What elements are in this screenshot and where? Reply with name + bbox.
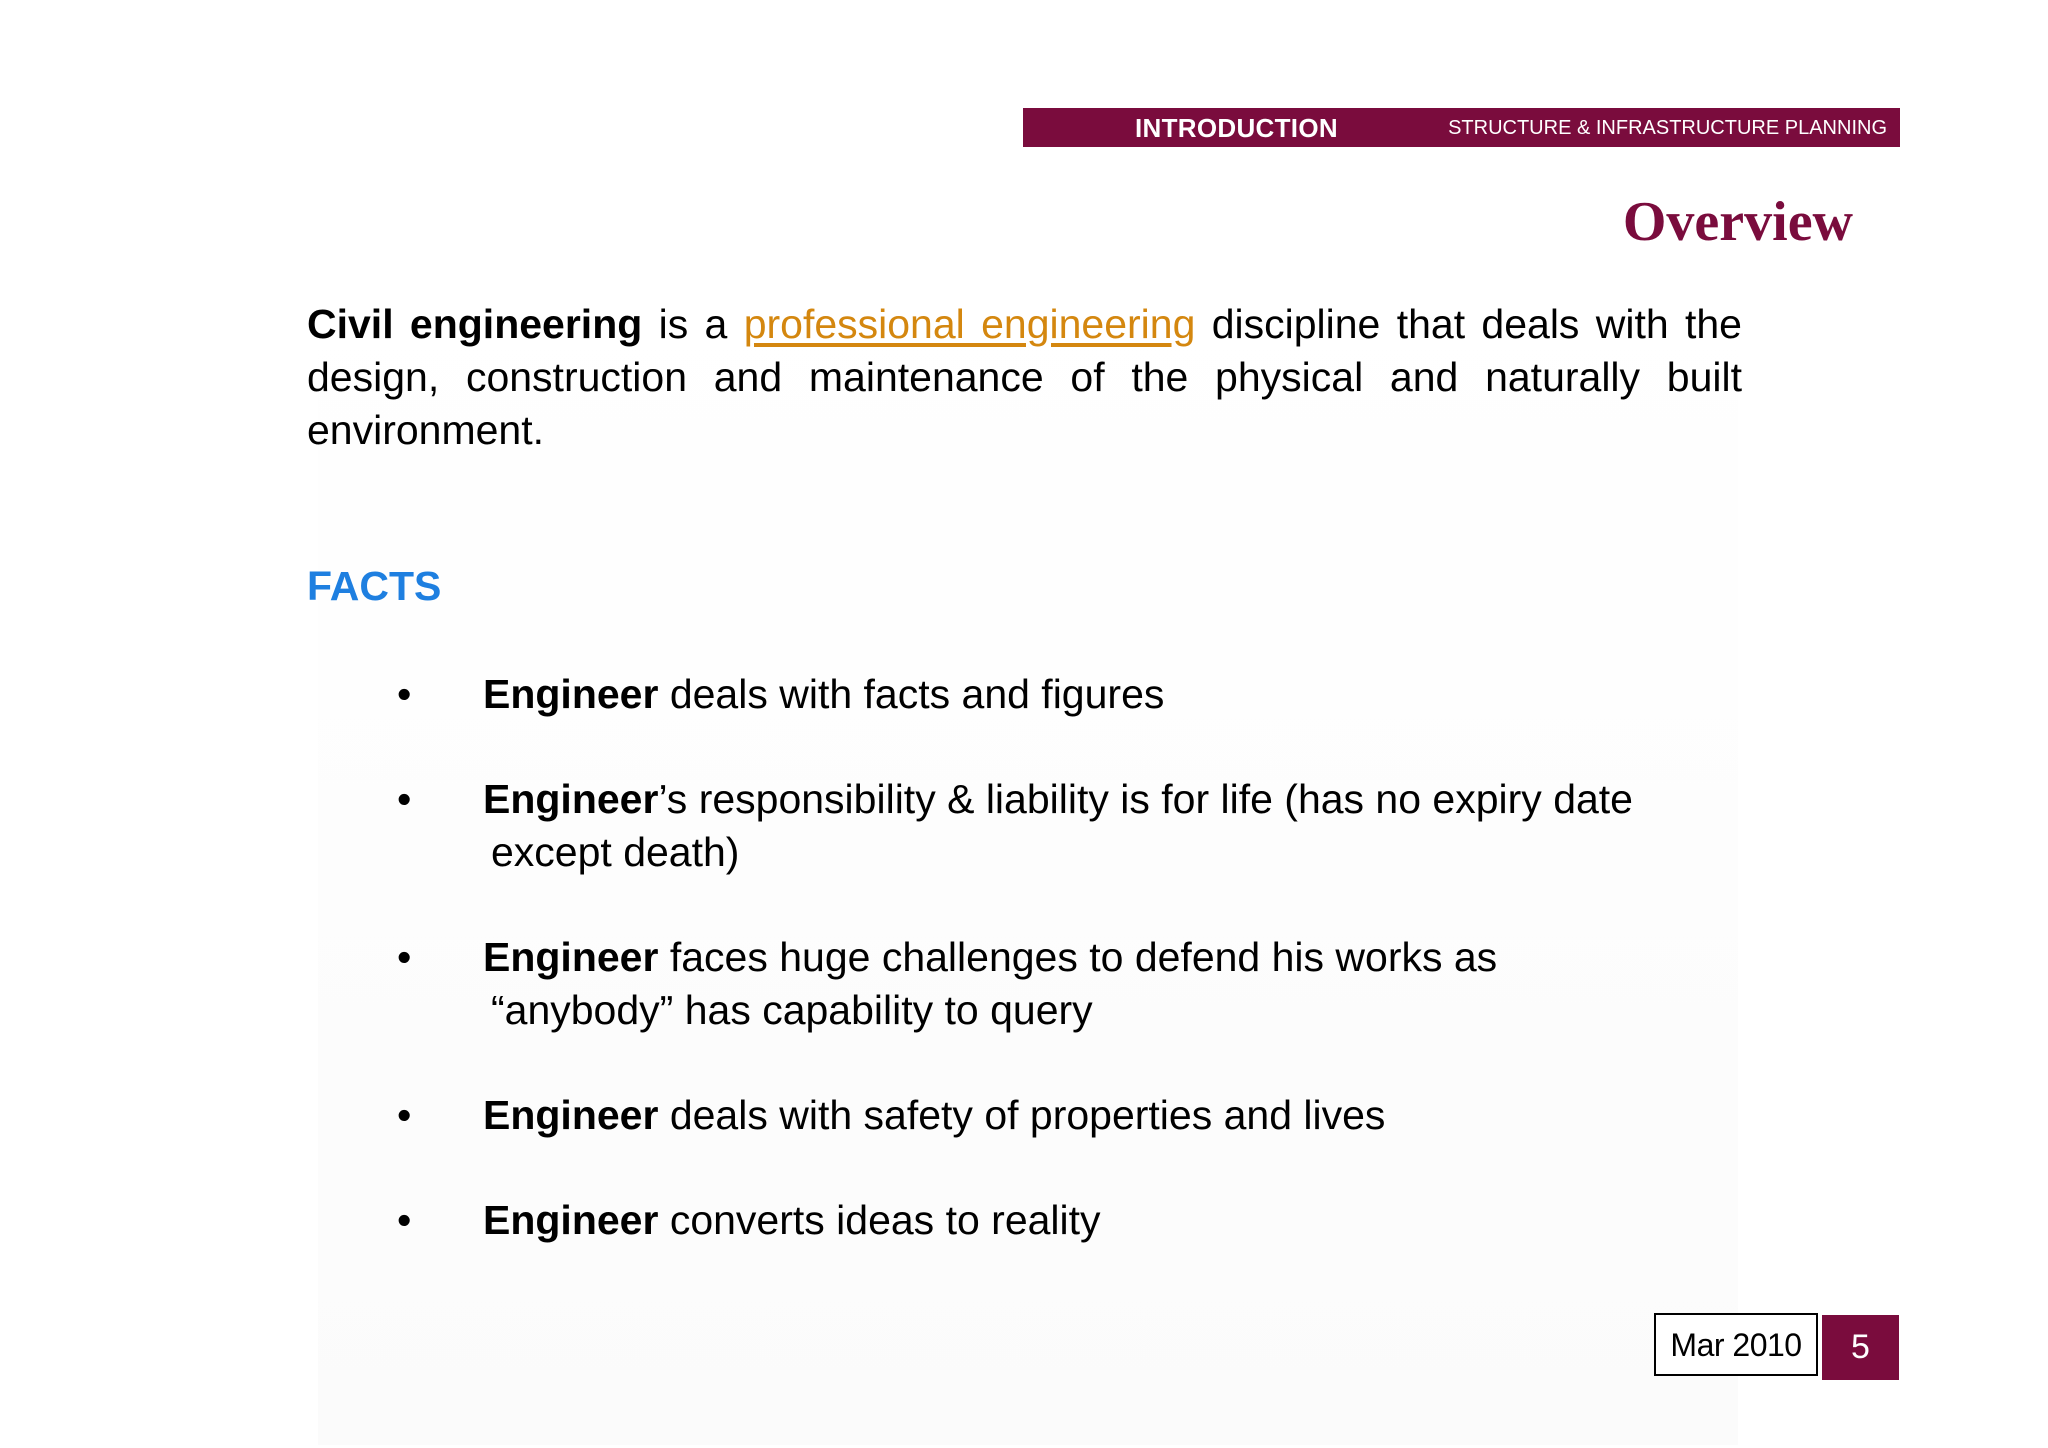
fact-subject: Engineer [483,671,659,717]
bullet-icon: • [397,1197,412,1243]
fact-line [483,668,1164,721]
bullet-icon: • [397,776,412,822]
fact-text: deals with facts and figures [658,671,1165,717]
fact-text: converts ideas to reality [658,1197,1101,1243]
section-label: INTRODUCTION [1135,113,1338,143]
fact-text: faces huge challenges to defend his works as [658,934,1498,980]
intro-text-before-link: is a [642,301,744,347]
fact-continuation: except death) [491,829,740,875]
slide-title: Overview [1622,191,1853,253]
fact-line [483,1194,1101,1247]
fact-subject: Engineer [483,776,659,822]
header-bar [1023,108,1900,147]
bullet-icon: • [397,1092,412,1138]
bullet-icon: • [397,934,412,980]
bullet-icon: • [397,671,412,717]
fact-line [483,1089,1385,1142]
fact-line [483,773,1633,826]
facts-heading: FACTS [307,563,442,609]
course-title: STRUCTURE & INFRASTRUCTURE PLANNING [1448,117,1887,139]
page-number: 5 [1822,1315,1899,1380]
fact-subject: Engineer [483,1197,659,1243]
professional-engineering-link[interactable]: professional engineering [743,301,1196,347]
footer-date: Mar 2010 [1654,1313,1818,1376]
fact-text: ’s responsibility & liability is for life (has no expiry date [658,776,1633,822]
fact-subject: Engineer [483,1092,659,1138]
fact-text: deals with safety of properties and lives [658,1092,1386,1138]
intro-text-after-link: discipline that deals with the design, construction and maintenance of the physical and naturally built environment. [307,301,1742,453]
fact-line [483,931,1497,984]
intro-paragraph [307,298,1742,457]
fact-continuation: “anybody” has capability to query [491,987,1093,1033]
intro-term: Civil engineering [307,301,643,347]
fact-subject: Engineer [483,934,659,980]
